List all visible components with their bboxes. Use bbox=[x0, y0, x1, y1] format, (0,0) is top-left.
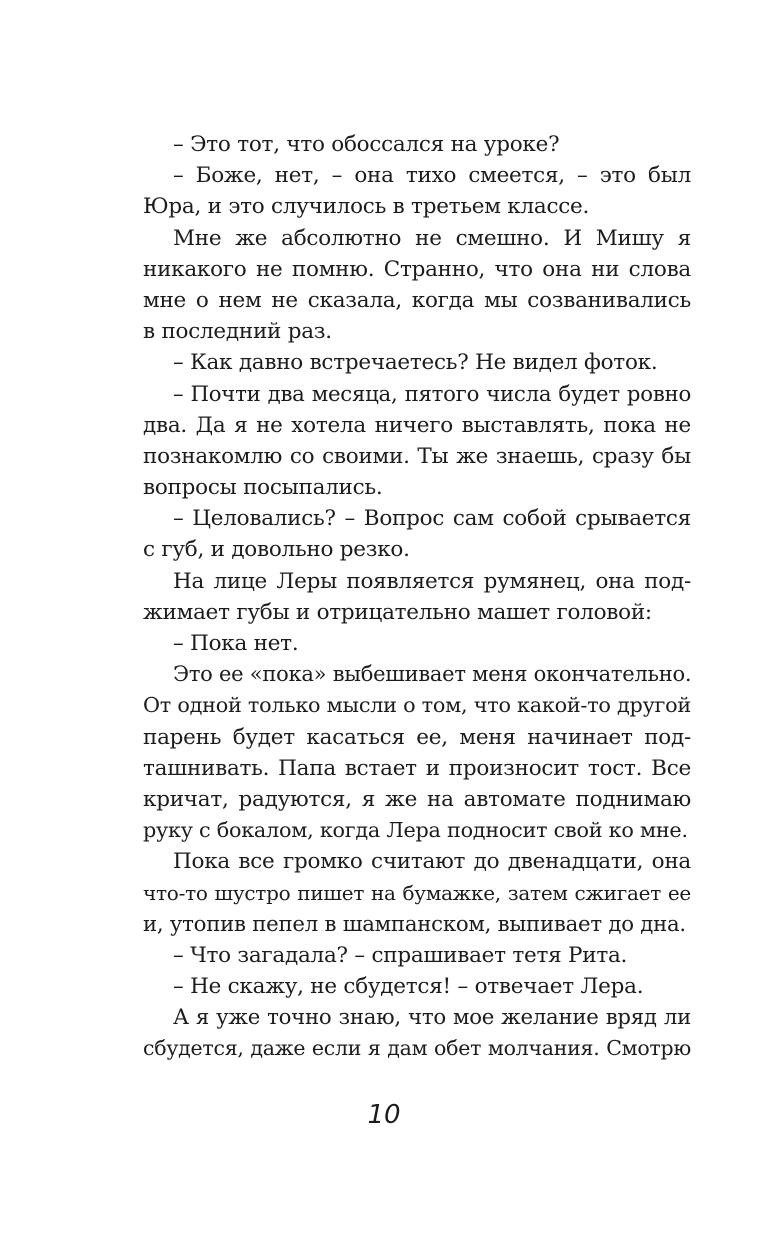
text-line: руку с бокалом, когда Лера подносит свой ко мне. bbox=[143, 818, 688, 843]
text-line: Юра, и это случилось в третьем классе. bbox=[143, 194, 590, 220]
text-line: и, утопив пепел в шампанском, выпивает до дна. bbox=[143, 911, 686, 937]
text-line: – Почти два месяца, пятого числа будет ровно bbox=[173, 381, 691, 407]
text-line: – Целовались? – Вопрос сам собой срывается bbox=[173, 506, 691, 532]
text-line: в последний раз. bbox=[143, 319, 332, 345]
text-line: сбудется, даже если я дам обет молчания. Смотрю bbox=[143, 1036, 691, 1061]
text-line: Мне же абсолютно не смешно. И Мишу я bbox=[173, 225, 691, 251]
text-line: с губ, и довольно резко. bbox=[143, 537, 410, 563]
page-number: 10 bbox=[367, 1100, 401, 1130]
text-line: познакомлю со своими. Ты же знаешь, сразу бы bbox=[143, 443, 691, 469]
text-line: вопросы посыпались. bbox=[143, 475, 383, 501]
page-body bbox=[143, 129, 691, 1065]
text-line: мне о нем не сказала, когда мы созванивались bbox=[143, 287, 691, 313]
text-line: – Это тот, что обоссался на уроке? bbox=[173, 132, 560, 157]
text-line: – Боже, нет, – она тихо смеется, – это был bbox=[173, 163, 691, 189]
text-line: – Как давно встречаетесь? Не видел фоток. bbox=[173, 350, 658, 376]
text-line: – Что загадала? – спрашивает тетя Рита. bbox=[173, 942, 628, 968]
text-line: жимает губы и отрицательно машет головой: bbox=[143, 599, 652, 625]
text-line: кричат, радуются, я же на автомате поднимаю bbox=[143, 786, 691, 812]
text-line: никакого не помню. Странно, что она ни слова bbox=[143, 256, 691, 282]
text-line: парень будет касаться ее, меня начинает под- bbox=[143, 724, 691, 750]
text-line: А я уже точно знаю, что мое желание вряд ли bbox=[173, 1005, 691, 1031]
text-line: ташнивать. Папа встает и произносит тост. Все bbox=[143, 755, 691, 781]
text-line: два. Да я не хотела ничего выставлять, пока не bbox=[143, 412, 691, 438]
text-line: Это ее «пока» выбешивает меня окончательно. bbox=[173, 662, 692, 687]
text-line: – Не скажу, не сбудется! – отвечает Лера. bbox=[173, 974, 644, 1000]
text-line: – Пока нет. bbox=[173, 631, 299, 656]
text-line: что-то шустро пишет на бумажке, затем сжигает ее bbox=[143, 880, 691, 905]
text-line: На лице Леры появляется румянец, она под- bbox=[173, 568, 691, 594]
text-line: Пока все громко считают до двенадцати, она bbox=[173, 849, 691, 875]
text-line: От одной только мысли о том, что какой-то другой bbox=[143, 693, 691, 718]
